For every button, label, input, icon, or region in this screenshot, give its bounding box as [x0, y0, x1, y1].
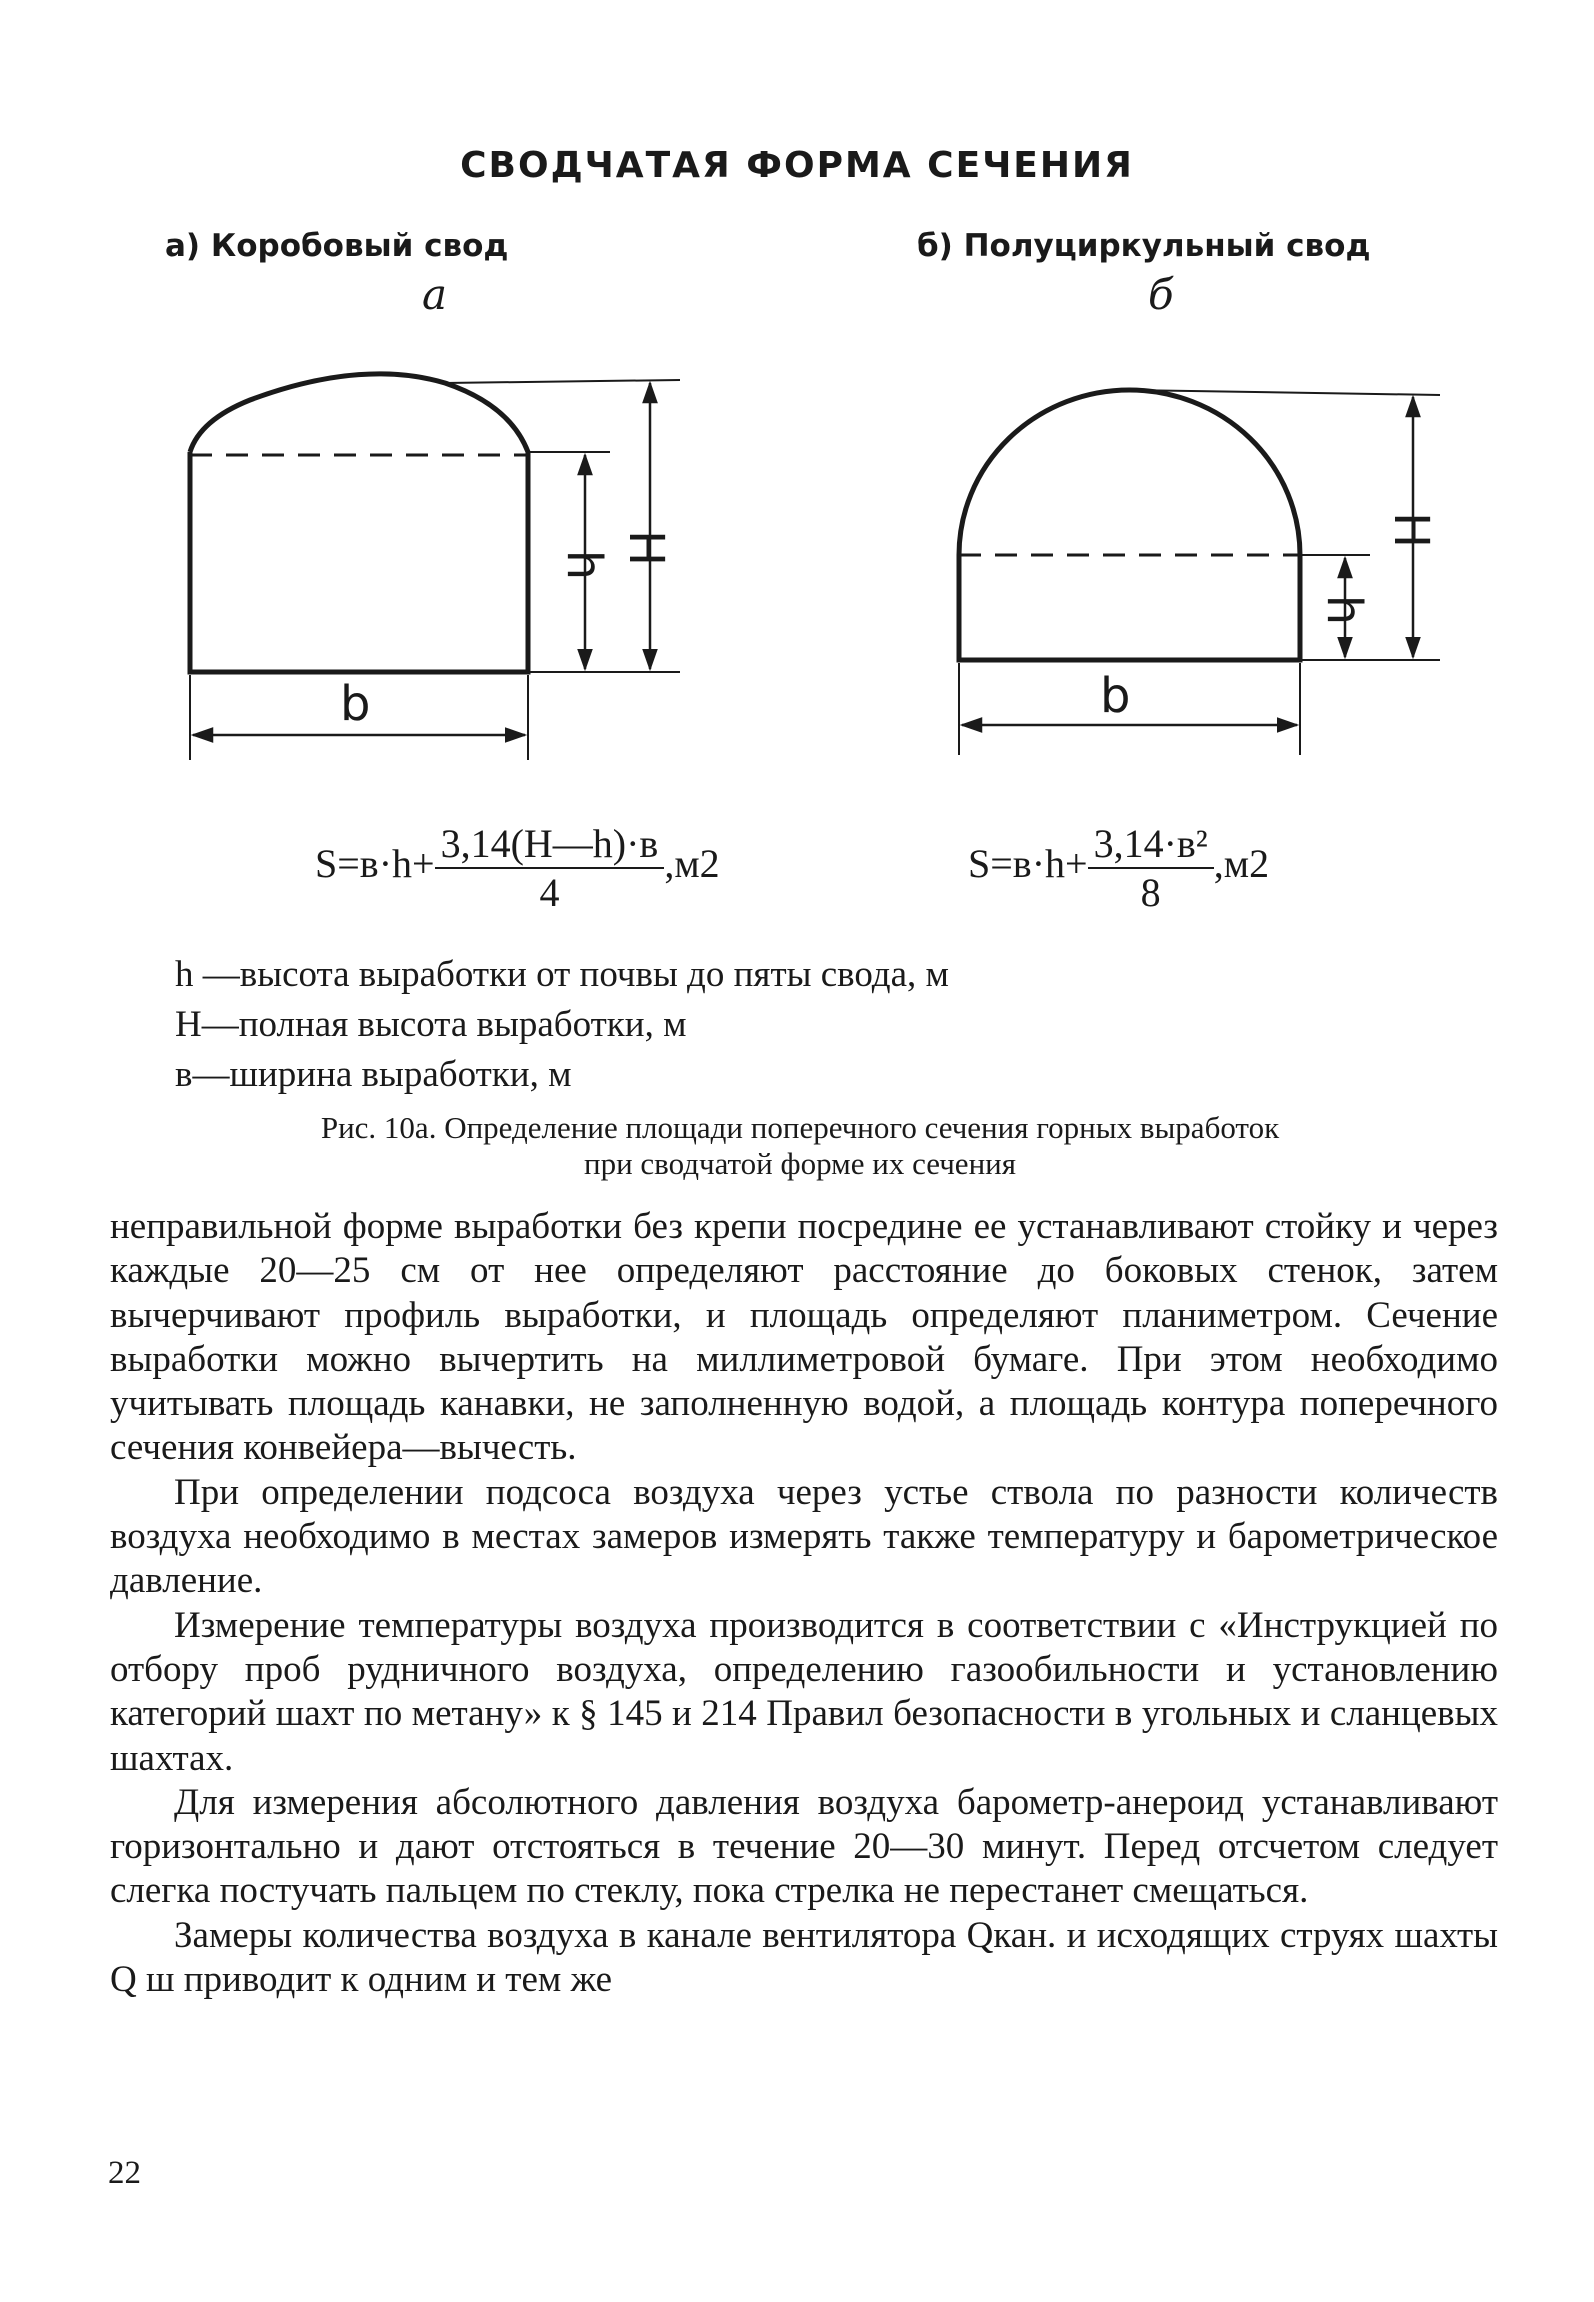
- panel-a-outline: [190, 452, 528, 672]
- panel-a-formula: [315, 820, 720, 916]
- panel-b-outline: [959, 555, 1300, 660]
- panel-a-h-label: h: [556, 549, 612, 581]
- panel-b-formula-denominator: 8: [1140, 870, 1161, 915]
- panel-b-formula-numerator: 3,14·в²: [1088, 820, 1214, 869]
- paragraph-4: Для измерения абсолютного давления воздуха барометр-анероид устанавливают горизонтально и дают отстояться в течение 20—30 минут. Перед отсчетом следует слегка постучать пальцем по стеклу, пока стрелка не перестанет смещаться.: [110, 1781, 1498, 1912]
- paragraph-2: При определении подсоса воздуха через устье ствола по разности количеств воздуха необходимо в местах замеров измерять также температуру и барометрическое давление.: [110, 1471, 1498, 1602]
- body-text: [110, 1205, 1498, 2002]
- panel-b-h-label: h: [1316, 594, 1372, 626]
- panel-a-b-label: b: [340, 676, 371, 732]
- panel-b-formula-lhs: S=в·h+: [968, 841, 1088, 887]
- panel-a-formula-unit: ,м2: [664, 841, 720, 887]
- panel-b-H-label: H: [1383, 511, 1439, 549]
- panel-a-H-label: H: [618, 529, 674, 567]
- legend-item-h: h —высота выработки от почвы до пяты свода, м: [175, 954, 949, 995]
- panel-a-formula-numerator: 3,14(H—h)·в: [435, 820, 665, 869]
- cross-section-diagrams: [0, 0, 1594, 820]
- paragraph-1: неправильной форме выработки без крепи посредине ее устанавливают стойку и через каждые 20—25 см от нее определяют расстояние до боковых стенок, затем вычерчивают профиль выработки, и площадь определяют планиметром. Сечение выработки можно вычертить на миллиметровой бумаге. При этом необходимо учитывать площадь канавки, не заполненную водой, а площадь контура поперечного сечения конвейера—вычесть.: [110, 1206, 1498, 1469]
- panel-b-formula: [968, 820, 1269, 916]
- figure-caption: [150, 1110, 1450, 1182]
- section-title: СВОДЧАТАЯ ФОРМА СЕЧЕНИЯ: [460, 145, 1134, 186]
- panel-b-b-label: b: [1100, 668, 1131, 724]
- legend-item-H: H—полная высота выработки, м: [175, 1004, 687, 1045]
- panel-a-formula-lhs: S=в·h+: [315, 841, 435, 887]
- panel-b-diagram: [959, 390, 1440, 755]
- figure-caption-line2: при сводчатой форме их сечения: [583, 1146, 1017, 1181]
- panel-b-formula-fraction: [1088, 820, 1214, 916]
- panel-a-letter: а: [422, 270, 448, 319]
- panel-b-vault-arc: [959, 390, 1300, 555]
- panel-b-letter: б: [1148, 270, 1174, 319]
- legend: [175, 950, 949, 1100]
- panel-b-formula-unit: ,м2: [1213, 841, 1270, 887]
- page-number: 22: [108, 2155, 141, 2191]
- panel-a-formula-denominator: 4: [539, 870, 560, 915]
- paragraph-3: Измерение температуры воздуха производится в соответствии с «Инструкцией по отбору проб рудничного воздуха, определению газообильности и установлению категорий шахт по метану» к § 145 и 214 Правил безопасности в угольных и сланцевых шахтах.: [110, 1604, 1498, 1779]
- paragraph-5: Замеры количества воздуха в канале вентилятора Qкан. и исходящих струях шахты Q ш приводит к одним и тем же: [110, 1914, 1498, 2001]
- legend-item-b: в—ширина выработки, м: [175, 1054, 572, 1095]
- figure-caption-line1: Рис. 10а. Определение площади поперечного сечения горных выработок: [320, 1110, 1280, 1145]
- panel-a-vault-arc: [190, 374, 528, 452]
- panel-a-heading: а) Коробовый свод: [165, 228, 509, 264]
- panel-b-heading: б) Полуциркульный свод: [917, 228, 1371, 264]
- panel-a-formula-fraction: [435, 820, 665, 916]
